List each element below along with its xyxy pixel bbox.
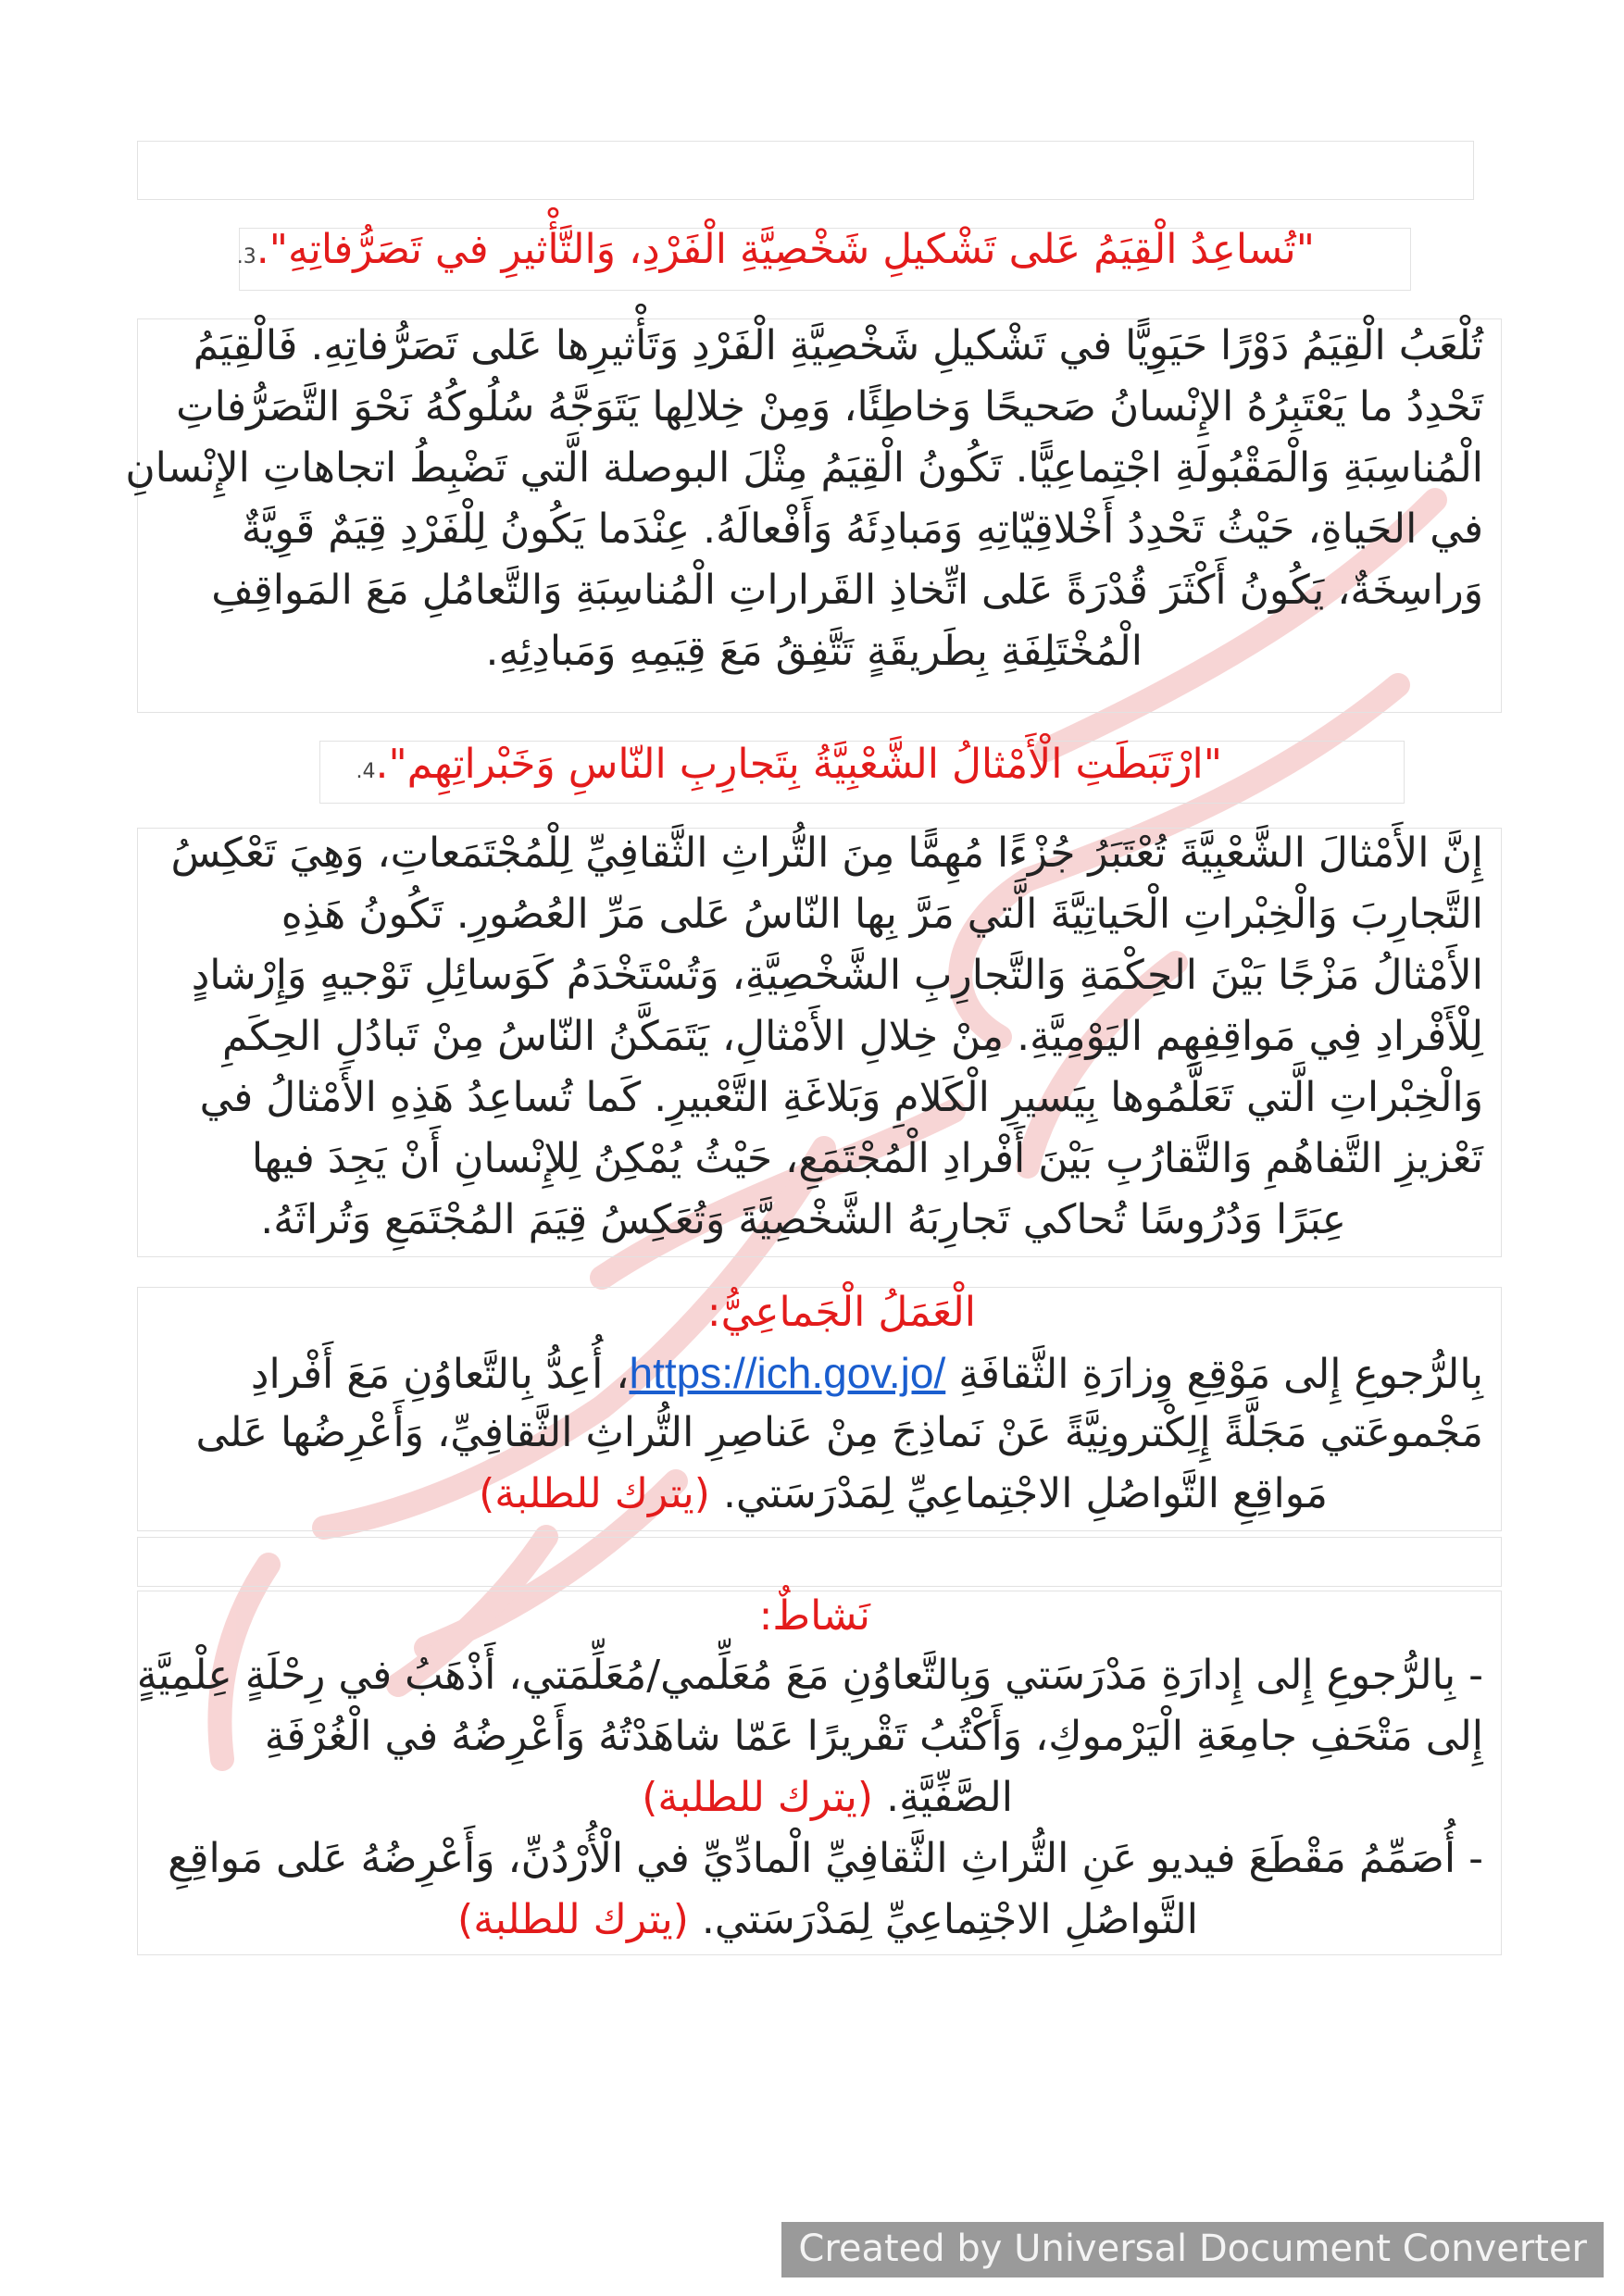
activity-item-2-last-line	[457, 1896, 1198, 1943]
section-3-title: "تُساعِدُ الْقِيَمُ عَلى تَشْكيلِ شَخْصِيَّةِ الْفَرْدِ، وَالتَّأْثيرِ في تَصَرُّفاتِهِ".	[256, 226, 1315, 273]
ministry-culture-link[interactable]: https://ich.gov.jo/	[629, 1349, 946, 1397]
section-4-heading	[346, 741, 1222, 788]
section-4-line: عِبَرًا وَدُرُوسًا تُحاكي تَجارِبَهُ الشَّخْصِيَّةَ وَتُعَكِسُ قِيَمَ المُجْتَمَعِ وَتُراثَهُ.	[260, 1196, 1346, 1243]
activity-item-1-note: (يترك للطلبة)	[642, 1774, 874, 1821]
activity-item-2-line: - أُصَمِّمُ مَقْطَعَ فيديو عَنِ التُّراثِ الثَّقافِيِّ الْمادِّيِّ في الْأُرْدُنِّ، وَأَعْرِضُهُ عَلى مَواقِعِ	[168, 1835, 1483, 1882]
section-4-line: إِنَّ الأَمْثالَ الشَّعْبِيَّةَ تُعْتَبَرُ جُزْءًا مُهِمًّا مِنَ التُّراثِ الثَّقافِيِّ لِلْمُجْتَمَعاتِ، وَهِيَ تَعْكِسُ	[170, 830, 1483, 877]
section-3-number: 3.	[236, 245, 256, 268]
group-work-line-3-text: مَواقِعِ التَّواصُلِ الاجْتِماعِيِّ لِمَدْرَسَتي.	[722, 1470, 1328, 1517]
group-work-line-1	[251, 1348, 1483, 1398]
section-4-line: وَالْخِبْراتِ الَّتي تَعَلَّمُوها بِيَسيرِ الْكَلامِ وَبَلاغَةِ التَّعْبيرِ. كَما تُساعِدُ هَذِهِ الأَمْثالُ في	[199, 1074, 1483, 1121]
section-3-line: تَحْدِدُ ما يَعْتَبِرُهُ الإِنْسانُ صَحيحًا وَخاطِئًا، وَمِنْ خِلالِها يَتَوَجَّهُ سُلُوكُهُ نَحْوَ التَّصَرُّفاتِ	[176, 383, 1483, 430]
section-3-line: وَراسِخَةٌ، يَكُونُ أَكْثَرَ قُدْرَةً عَلى اتِّخاذِ القَراراتِ الْمُناسِبَةِ وَالتَّعامُلِ مَعَ المَواقِفِ	[211, 567, 1483, 614]
group-work-line-1-start: بِالرُّجوعِ إِلى مَوْقِعِ وِزارَةِ الثَّقافَةِ	[958, 1351, 1483, 1398]
activity-title: نَشاطٌ:	[758, 1592, 870, 1640]
activity-item-2-last: التَّواصُلِ الاجْتِماعِيِّ لِمَدْرَسَتي.	[701, 1896, 1198, 1943]
activity-item-2-note: (يترك للطلبة)	[457, 1896, 689, 1943]
empty-frame	[137, 1537, 1502, 1587]
section-4-title: "ارْتَبَطَتِ الْأَمْثالُ الشَّعْبِيَّةُ بِتَجارِبِ النّاسِ وَخَبْراتِهِم".	[375, 741, 1222, 788]
section-4-line: تَعْزيزِ التَّفاهُمِ وَالتَّقارُبِ بَيْنَ أَفْرادِ الْمُجْتَمَعِ، حَيْثُ يُمْكِنُ لِلإِنْسانِ أَنْ يَجِدَ فيها	[251, 1135, 1483, 1182]
section-3-line: الْمُناسِبَةِ وَالْمَقْبُولَةِ اجْتِماعِيًّا. تَكُونُ الْقِيَمُ مِثْلَ البوصلة الَّتي تَضْبِطُ اتجاهاتِ الإِنْسانِ	[125, 444, 1483, 492]
group-work-title: الْعَمَلُ الْجَماعِيُّ:	[706, 1289, 976, 1336]
group-work-line-1-end: ، أُعِدُّ بِالتَّعاوُنِ مَعَ أَفْرادِ	[250, 1351, 630, 1398]
empty-frame	[137, 141, 1474, 200]
activity-item-1-last: الصَّفِّيَّةِ.	[886, 1774, 1013, 1821]
group-work-line-2: مَجْموعَتي مَجَلَّةً إِلِكْترونِيَّةً عَنْ نَماذِجَ مِنْ عَناصِرِ التُّراثِ الثَّقافِيِّ، وَأَعْرِضُها عَلى	[195, 1409, 1483, 1456]
section-3-heading	[228, 226, 1315, 273]
section-3-line: تُلْعَبُ الْقِيَمُ دَوْرًا حَيَوِيًّا في تَشْكيلِ شَخْصِيَّةِ الْفَرْدِ وَتَأْثيرِها عَلى تَصَرُّفاتِهِ. فَالْقِيَمُ	[193, 322, 1483, 369]
converter-footer-badge: Created by Universal Document Converter	[781, 2222, 1604, 2277]
section-4-line: التَّجارِبَ وَالْخِبْراتِ الْحَياتِيَّةَ الَّتي مَرَّ بِها النّاسُ عَلى مَرِّ العُصُورِ. تَكُونُ هَذِهِ	[281, 891, 1483, 938]
section-4-number: 4.	[356, 760, 376, 783]
section-3-line: في الحَياةِ، حَيْثُ تَحْدِدُ أَخْلاقِيّاتِهِ وَمَبادِئَهُ وَأَفْعالَهُ. عِنْدَما يَكُونُ لِلْفَرْدِ قِيَمٌ قَوِيَّةٌ	[241, 505, 1483, 553]
section-4-line: لِلْأَفْرادِ فِي مَواقِفِهِم اليَوْمِيَّةِ. مِنْ خِلالِ الأَمْثالِ، يَتَمَكَّنُ النّاسُ مِنْ تَبادُلِ الحِكَمِ	[222, 1013, 1483, 1060]
activity-item-1-last-line	[642, 1774, 1013, 1821]
section-4-line: الأَمْثالُ مَزْجًا بَيْنَ الحِكْمَةِ وَالتَّجارِبِ الشَّخْصِيَّةِ، وَتُسْتَخْدَمُ كَوَسائِلِ تَوْجيهٍ وَإِرْشادٍ	[191, 952, 1483, 999]
activity-item-1-line: - بِالرُّجوعِ إِلى إِدارَةِ مَدْرَسَتي وَبِالتَّعاوُنِ مَعَ مُعَلِّمي/مُعَلِّمَتي، أَذْهَبُ في رِحْلَةٍ عِلْمِيَّةٍ	[136, 1652, 1483, 1699]
group-work-note: (يترك للطلبة)	[479, 1470, 710, 1517]
activity-item-1-line: إِلى مَتْحَفِ جامِعَةِ الْيَرْموكِ، وَأَكْتُبُ تَقْريرًا عَمّا شاهَدْتُهُ وَأَعْرِضُهُ في الْغُرْفَةِ	[264, 1713, 1483, 1760]
section-3-line: الْمُخْتَلِفَةِ بِطَريقَةٍ تَتَّفِقُ مَعَ قِيَمِهِ وَمَبادِئِهِ.	[485, 628, 1143, 675]
group-work-line-3	[479, 1470, 1328, 1517]
